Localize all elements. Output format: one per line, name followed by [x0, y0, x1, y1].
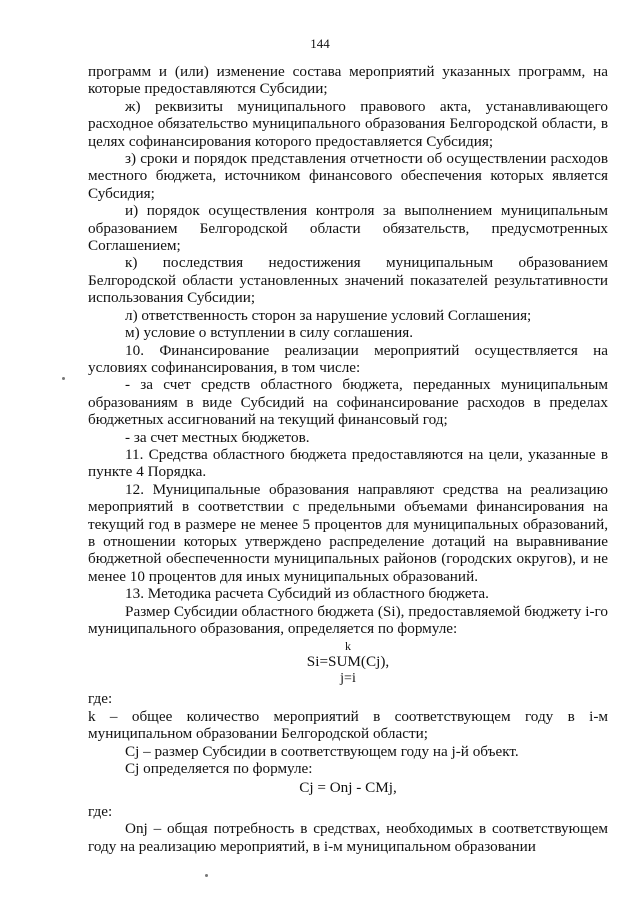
paragraph: 11. Средства областного бюджета предоставляются на цели, указанные в пункте 4 Порядка.: [88, 445, 608, 481]
scan-speck: [62, 377, 65, 380]
cj-formula-intro: Cj определяется по формуле:: [125, 760, 313, 778]
scan-speck: [205, 874, 208, 877]
paragraph: к) последствия недостижения муниципальным образованием Белгородской области установленных значений показателей результативности использования Субсидии;: [88, 254, 608, 307]
paragraph: м) условие о вступлении в силу соглашения.: [125, 324, 414, 342]
paragraph: программ и (или) изменение состава мероприятий указанных программ, на которые предоставляются Субсидии;: [88, 63, 608, 98]
formula-sum: [88, 639, 608, 686]
definition-k: k – общее количество мероприятий в соответствующем году в i-м муниципальном образовании Белгородской области;: [88, 707, 608, 743]
paragraph: - за счет средств областного бюджета, переданных муниципальным образованиям в виде Субсидий на софинансирование расходов в пределах бюджетных ассигнований на текущий финансовый год;: [88, 376, 608, 429]
paragraph: 13. Методика расчета Субсидий из областного бюджета.: [125, 585, 489, 603]
paragraph: 10. Финансирование реализации мероприятий осуществляется на условиях софинансирования, в том числе:: [88, 341, 608, 376]
paragraph: л) ответственность сторон за нарушение условий Соглашения;: [125, 306, 532, 324]
where-label: где:: [88, 802, 113, 820]
paragraph: ж) реквизиты муниципального правового акта, устанавливающего расходное обязательство муниципального образования Белгородской области, в целях софинансирования которого предоставляется Субсидия;: [88, 97, 608, 150]
formula-upper-limit: k: [345, 639, 351, 654]
page-number: 144: [310, 36, 330, 51]
paragraph: 12. Муниципальные образования направляют средства на реализацию мероприятий в соответствии с предельными объемами финансирования на текущий год в размере не менее 5 процентов для муниципальных образований, в отношении которых утверждено распределение дотаций на выравнивание бюджетной обеспеченности муниципальных районов (городских округов), и не менее 10 процентов для иных муниципальных образований.: [88, 480, 608, 585]
definition-cj: Cj – размер Субсидии в соответствующем году на j-й объект.: [125, 742, 519, 760]
where-label: где:: [88, 690, 113, 708]
paragraph: - за счет местных бюджетов.: [125, 428, 310, 446]
paragraph: з) сроки и порядок представления отчетности об осуществлении расходов местного бюджета, источником финансового обеспечения которых является Субсидия;: [88, 150, 608, 202]
document-body: [88, 63, 608, 855]
definition-onj: Onj – общая потребность в средствах, необходимых в соответствующем году на реализацию мероприятий, в i-м муниципальном образовании: [88, 820, 608, 855]
formula-lower-limit: j=i: [340, 671, 356, 687]
formula-cj: Cj = Onj - CMj,: [299, 779, 397, 797]
paragraph: Размер Субсидии областного бюджета (Si), предоставляемой бюджету i-го муниципального образования, определяется по формуле:: [88, 602, 608, 637]
formula-main: Si=SUM(Cj),: [306, 653, 390, 671]
paragraph: и) порядок осуществления контроля за выполнением муниципальным образованием Белгородской области обязательств, предусмотренных Соглашением;: [88, 202, 608, 255]
